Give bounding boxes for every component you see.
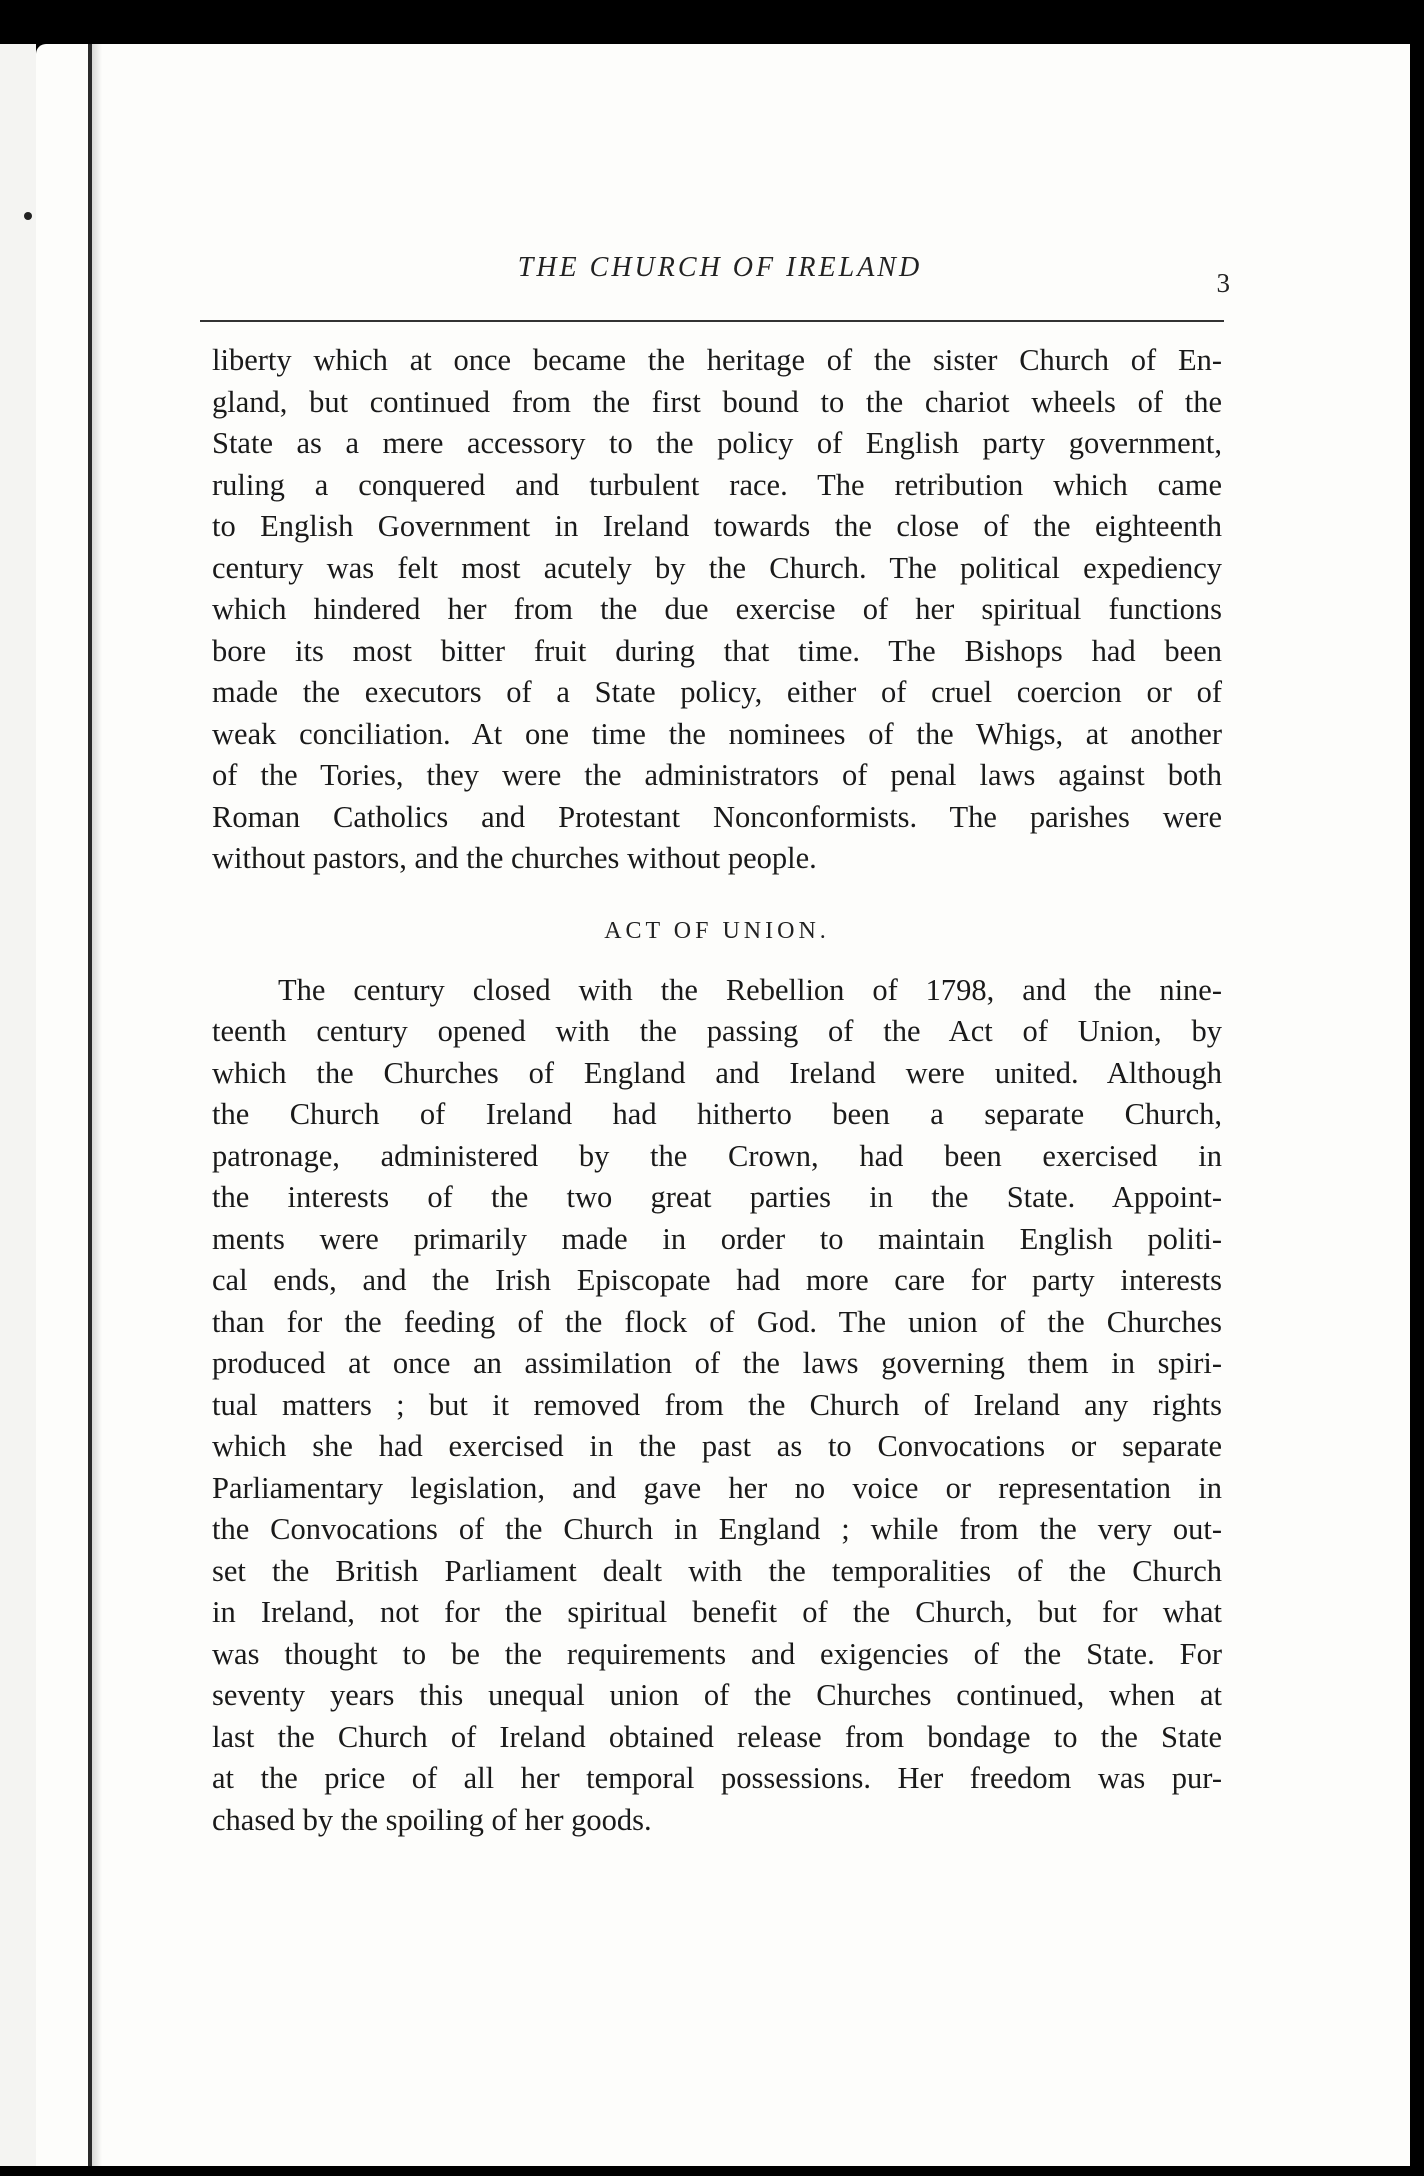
text-line: ruling a conquered and turbulent race. The retribution which came bbox=[212, 467, 1222, 502]
text-line: teenth century opened with the passing of the Act of Union, by bbox=[212, 1014, 1222, 1048]
text-line: of the Tories, they were the administrators of penal laws against both bbox=[212, 758, 1222, 792]
text-line: at the price of all her temporal possessions. Her freedom was pur- bbox=[212, 1761, 1222, 1795]
page-gutter-shadow bbox=[92, 44, 102, 2166]
running-title: THE CHURCH OF IRELAND bbox=[517, 252, 923, 283]
text-line: century was felt most acutely by the Church. The political expediency bbox=[212, 550, 1222, 585]
text-line: to English Government in Ireland towards the close of the eighteenth bbox=[212, 509, 1222, 543]
text-line: The century closed with the Rebellion of 1798, and the nine- bbox=[278, 972, 1222, 1007]
text-line: patronage, administered by the Crown, had been exercised in bbox=[212, 1138, 1222, 1173]
text-line: without pastors, and the churches without people. bbox=[212, 841, 817, 875]
page-body bbox=[212, 340, 1222, 1841]
text-line: gland, but continued from the first bound to the chariot wheels of the bbox=[212, 384, 1222, 419]
text-line: the Church of Ireland had hitherto been a separate Church, bbox=[212, 1097, 1222, 1131]
scan-speck bbox=[24, 212, 32, 220]
text-line: was thought to be the requirements and exigencies of the State. For bbox=[212, 1636, 1222, 1671]
text-line: made the executors of a State policy, either of cruel coercion or of bbox=[212, 675, 1222, 709]
text-line: the Convocations of the Church in England ; while from the very out- bbox=[212, 1512, 1222, 1546]
text-line: the interests of the two great parties in the State. Appoint- bbox=[212, 1180, 1222, 1214]
text-line: last the Church of Ireland obtained release from bondage to the State bbox=[212, 1719, 1222, 1754]
text-line: seventy years this unequal union of the Churches continued, when at bbox=[212, 1678, 1222, 1712]
text-line: which the Churches of England and Ireland were united. Although bbox=[212, 1055, 1222, 1090]
paragraph-liberty bbox=[212, 340, 1222, 880]
page-header bbox=[210, 252, 1230, 298]
text-line: set the British Parliament dealt with the temporalities of the Church bbox=[212, 1553, 1222, 1588]
paragraph-act-of-union bbox=[212, 970, 1222, 1842]
text-line: cal ends, and the Irish Episcopate had more care for party interests bbox=[212, 1263, 1222, 1297]
text-line: which she had exercised in the past as to Convocations or separate bbox=[212, 1429, 1222, 1463]
text-line: State as a mere accessory to the policy of English party government, bbox=[212, 426, 1222, 460]
text-line: Parliamentary legislation, and gave her no voice or representation in bbox=[212, 1470, 1222, 1505]
text-line: than for the feeding of the flock of God. The union of the Churches bbox=[212, 1304, 1222, 1339]
page-number: 3 bbox=[1216, 268, 1230, 298]
text-line: ments were primarily made in order to maintain English politi- bbox=[212, 1221, 1222, 1256]
section-heading: ACT OF UNION. bbox=[604, 917, 830, 944]
text-line: produced at once an assimilation of the laws governing them in spiri- bbox=[212, 1346, 1222, 1380]
text-line: tual matters ; but it removed from the Church of Ireland any rights bbox=[212, 1387, 1222, 1422]
text-line: in Ireland, not for the spiritual benefit of the Church, but for what bbox=[212, 1595, 1222, 1629]
text-line: weak conciliation. At one time the nominees of the Whigs, at another bbox=[212, 716, 1222, 751]
text-line: bore its most bitter fruit during that time. The Bishops had been bbox=[212, 633, 1222, 668]
text-line: which hindered her from the due exercise of her spiritual functions bbox=[212, 592, 1222, 626]
previous-page-edge bbox=[0, 44, 36, 2166]
header-rule bbox=[200, 320, 1224, 322]
text-line: Roman Catholics and Protestant Nonconformists. The parishes were bbox=[212, 799, 1222, 834]
text-line: chased by the spoiling of her goods. bbox=[212, 1802, 652, 1837]
text-line: liberty which at once became the heritage of the sister Church of En- bbox=[212, 343, 1222, 377]
